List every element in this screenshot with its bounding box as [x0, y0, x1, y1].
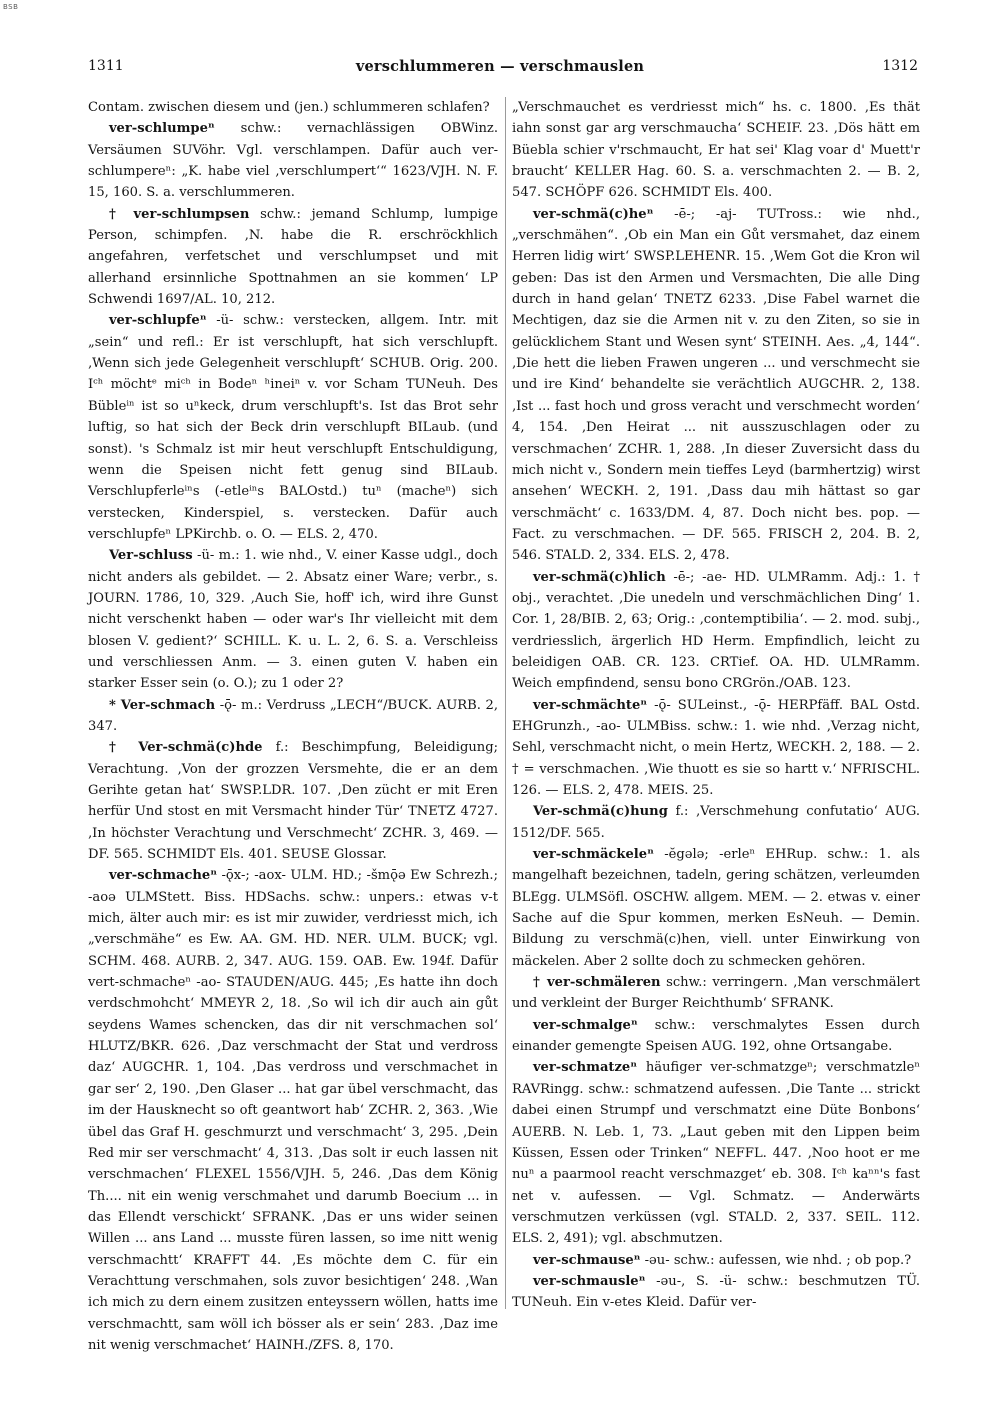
dictionary-entry — [512, 97, 920, 204]
entry-text: -ü- m.: 1. wie nhd., V. einer Kasse udgl., doch nicht anders als gebildet. — 2. Absatz einer Ware; verbr., s. JOURN. 1786, 10, 329. ‚Auch Sie, hoff' ich, wird ihre Gunst nicht verschenkt haben — oder war's Ihr vielleicht mit dem blosen V. gedient?‘ SCHILL. K. u. L. 2, 6. S. a. Verschleiss und verschliessen Anm. — 3. einen guten V. haben ein starker Esser sein (o. O.); zu 1 oder 2? — [88, 548, 498, 692]
entry-text: -ǭ- m.: Verdruss „LECH“/BUCK. AURB. 2, 347. — [88, 697, 498, 734]
entry-text: schw.: verschmalytes Essen durch einander gemengte Speisen AUG. 192, ohne Ortsangabe. — [512, 1017, 920, 1055]
dictionary-entry — [512, 567, 920, 695]
entry-text: -ē-; -ae- HD. ULMRamm. Adj.: 1. † obj., verachtet. ‚Die unedeln und verschmächlichen Ding‘ 1. Cor. 1, 28/BIB. 2, 63; Orig.: ‚contemptibilia‘. — 2. mod. subj., verdriesslich, ärgerlich HD Herm. Empfindlich, leicht zu beleidigen OAB. CR. 123. CRTief. OA. HD. ULMRamm. Weich empfindend, sensu bono CRGrön./OAB. 123. — [512, 569, 920, 692]
page-number-left: 1311 — [88, 58, 124, 74]
entry-headword: ver-schmausleⁿ — [532, 1273, 646, 1289]
entry-text: schw.: verringern. ‚Man verschmälert und verkleint der Burger Reichthumb‘ SFRANK. — [512, 975, 920, 1012]
entry-headword: ver-schlupfeⁿ — [108, 313, 207, 329]
dictionary-entry — [512, 844, 920, 972]
entry-text: -ü- schw.: verstecken, allgem. Intr. mit „sein“ und refl.: Er ist verschlupft, hat sich verschlupft. ‚Wenn sich jede Gelegenheit verschlupft‘ SCHUB. Orig. 200. Iᶜʰ möchtᵉ miᶜʰ in Bodeⁿ ʰineiⁿ v. vor Scham TUNeuh. Des Bübleⁱⁿ ist so uⁿkeck, drum verschlupft's. Ist das Brot sehr luftig, so hat sich der Beck drin verschlupft BILaub. (und sonst). 's Schmalz ist mir heut verschlupft Entschuldigung, wenn die Speisen nicht fett genug sind BILaub. Verschlupferleⁱⁿs (-etleⁱⁿs BALOstd.) tuⁿ (macheⁿ) sich verstecken, Kinderspiel, s. verstecken. Dafür auch verschlupfeⁿ LPKirchb. o. O. — ELS. 2, 470. — [88, 313, 498, 542]
entry-headword: ver-schmalgeⁿ — [532, 1017, 638, 1033]
entry-headword: ver-schmatzeⁿ — [532, 1060, 638, 1076]
dictionary-entry — [88, 737, 498, 865]
dictionary-entry — [88, 695, 498, 738]
entry-headword: Ver-schmä(c)hung — [532, 804, 668, 820]
dictionary-entry — [88, 310, 498, 545]
running-title: verschlummeren — verschmauslen — [355, 58, 645, 75]
dictionary-entry — [88, 97, 498, 118]
entry-text: häufiger ver-schmatzgeⁿ; verschmatzleⁿ RAVRingg. schw.: schmatzend aufessen. ‚Die Tante ... strickt dabei einen Strumpf und verschmatzt eine Düte Bonbons‘ AUERB. N. Leb. 1, 73. „Laut geben mit den Lippen beim Küssen, Essen oder Trinken“ NEFFL. 447. ‚Noo hoot er me nuⁿ a paarmool reacht verschmazget‘ eb. 308. Iᶜʰ kaⁿⁿ's fast net v. aufessen. — Vgl. Schmatz. — Anderwärts verschmutzen verküssen (vgl. STALD. 2, 337. SEIL. 112. ELS. 2, 491); vgl. abschmutzen. — [512, 1060, 920, 1247]
dictionary-entry — [88, 545, 498, 694]
entry-text: schw.: jemand Schlump, lumpige Person, schimpfen. ‚N. habe die R. erschröckhlich angefahren, verfetschet und verschlumpset und mit allerhand ersinnliche Spottnahmen an sie kommen‘ LP Schwendi 1697/AL. 10, 212. — [88, 206, 498, 308]
entry-headword: ver-schmauseⁿ — [532, 1252, 641, 1268]
entry-text: Contam. zwischen diesem und (jen.) schlummeren schlafen? — [88, 100, 490, 115]
dictionary-entry — [512, 1250, 920, 1271]
entry-text: -əu-, S. -ü- schw.: beschmutzen TÜ. TUNeuh. Ein v-etes Kleid. Dafür ver- — [512, 1273, 920, 1311]
entry-headword: ver-schmächteⁿ — [532, 697, 648, 713]
dictionary-entry — [88, 118, 498, 203]
page-number-right: 1312 — [882, 58, 918, 74]
library-stamp: BSB — [3, 3, 19, 11]
entry-headword: † Ver-schmä(c)hde — [108, 740, 263, 756]
entry-text: -ǭ- SULeinst., -ǭ- HERPfäff. BAL Ostd. EHGrunzh., -ao- ULMBiss. schw.: 1. wie nhd. ‚Verzag nicht, Sehl, verschmacht nicht, o mein Hertz, WECKH. 2, 188. — 2. † = verschmachen. ‚Wie thuott es sie so hartt v.‘ NFRISCHL. 126. — ELS. 2, 478. MEIS. 25. — [512, 697, 920, 798]
entry-headword: ver-schmacheⁿ — [108, 868, 218, 884]
entry-text: -ĕgələ; -erleⁿ EHRup. schw.: 1. als mangelhaft bezeichnen, tadeln, gering schätzen, verleumden BLEgg. ULMSöfl. OSCHW. allgem. MEM. — 2. etwas v. einer Sache auf die Spur kommen, merken EsNeuh. — Demin. Bildung zu verschmä(c)hen, viell. unter Einwirkung von mäckelen. Aber 2 sollte doch zu schmecken gehören. — [512, 847, 920, 969]
dictionary-entry — [512, 695, 920, 802]
dictionary-entry — [512, 1271, 920, 1314]
column-divider — [505, 97, 506, 1309]
dictionary-entry — [512, 1015, 920, 1058]
entry-headword: Ver-schluss — [108, 548, 193, 564]
dictionary-entry — [512, 801, 920, 844]
page-header — [0, 52, 1000, 88]
entry-text: schw.: vernachlässigen OBWinz. Versäumen SUVöhr. Vgl. verschlampen. Dafür auch ver-schlumpereⁿ: „K. habe viel ‚verschlumpert‘“ 1623/VJH. N. F. 15, 160. S. a. verschlummeren. — [88, 121, 498, 201]
dictionary-entry — [512, 972, 920, 1015]
left-column — [88, 97, 498, 1353]
entry-headword: * Ver-schmach — [108, 697, 216, 713]
entry-headword: † ver-schlumpsen — [108, 206, 250, 222]
dictionary-entry — [512, 1057, 920, 1249]
dictionary-entry — [88, 204, 498, 311]
entry-headword: † ver-schmäleren — [532, 975, 661, 991]
right-column — [512, 97, 920, 1309]
entry-text: f.: ‚Verschmehung confutatio‘ AUG. 1512/DF. 565. — [512, 804, 920, 841]
entry-text: „Verschmauchet es verdriesst mich“ hs. c. 1800. ‚Es thät iahn sonst gar arg verschmaucha‘ SCHEIF. 23. ‚Dös hätt em Büebla schier v'rschmaucht, Er hat sei' Klag voar d' Muett'r braucht‘ KELLER Hag. 60. S. a. verschmachten 2. — B. 2, 547. SCHÖPF 626. SCHMIDT Els. 400. — [512, 100, 920, 201]
entry-headword: ver-schmä(c)heⁿ — [532, 206, 654, 222]
entry-text: f.: Beschimpfung, Beleidigung; Verachtung. ‚Von der grozzen Versmehte, die er an dem Gerihte getan hat‘ SWSP.LDR. 107. ‚Den zücht er mit Eren herfür Und stost en mit Versmacht hinder Tür‘ TNETZ 4727. ‚In höchster Verachtung und Verschmecht‘ ZCHR. 3, 469. — DF. 565. SCHMIDT Els. 401. SEUSE Glossar. — [88, 740, 498, 863]
entry-headword: ver-schmäckeleⁿ — [532, 847, 654, 863]
dictionary-entry — [88, 865, 498, 1356]
entry-headword: ver-schmä(c)hlich — [532, 569, 666, 585]
entry-headword: ver-schlumpeⁿ — [108, 121, 215, 137]
entry-text: -əu- schw.: aufessen, wie nhd. ; ob pop.? — [644, 1252, 912, 1268]
entry-text: -ǭx-; -aox- ULM. HD.; -šmǭə Ew Schrezh.; -aoə ULMStett. Biss. HDSachs. schw.: unpers.: etwas v-t mich, älter auch mir: es ist mir zuwider, verdriesst mich, ich „verschmähe“ es Ew. AA. GM. HD. NER. ULM. BUCK; vgl. SCHM. 468. AURB. 2, 347. AUG. 159. OAB. Ew. 194f. Dafür vert-schmacheⁿ -ao- STAUDEN/AUG. 445; ‚Es hatte ihn doch verdschmohcht‘ MMEYR 2, 18. ‚So wil ich dir auch ain gůt seydens Wames schencken, das dir nit verschmachen sol‘ HLUTZ/BKR. 626. ‚Daz verschmacht der Stat und verdross daz‘ AUGCHR. 1, 104. ‚Das verdross und verschmachet in gar ser‘ 2, 190. ‚Den Glaser ... hat gar übel verschmacht, das im der Hausknecht so oft geantwort hab‘ ZCHR. 2, 363. ‚Wie übel das Graf H. geschmurzt und verschmacht‘ 3, 295. ‚Dein Red mir ser verschmacht‘ 4, 313. ‚Das solt ir euch lassen nit verschmachen‘ FLEXEL 1556/VJH. 5, 246. ‚Das dem König Th.... nit ein wenig verschmahet und darumb Boecium ... in das Ellendt verschickt‘ SFRANK. ‚Das er uns wider seinen Willen ... ans Land ... musste füren lassen, so ime nitt wenig verschmachtt‘ KRAFFT 44. ‚Es möchte dem C. für ein Verachttung verschmahen, sols zuvor besichtigen‘ 248. ‚Wan ich mich zu dern einem zusitzen enteyssern wöllen, hatts ime verschmachtt, sam wöll ich bösser als er sein‘ 283. ‚Daz ime nit wenig verschmachet‘ HAINH./ZFS. 8, 170. — [88, 868, 498, 1353]
dictionary-entry — [512, 204, 920, 567]
entry-text: -ē-; -aj- TUTross.: wie nhd., „verschmähen“. ‚Ob ein Man ein Gůt versmahet, daz einem Herren lidig wirt‘ SWSP.LEHENR. 15. ‚Wem Got die Kron wil geben: Das ist den Armen und Versmachten, Die alle Ding durch in hand gelan‘ TNETZ 6233. ‚Dise Fabel warnet die Mechtigen, daz sie die Armen nit v. zu den Ziten, so sie in gelücklichem Stant und Wesen synt‘ STEINH. Aes. „4, 144“. ‚Die hett die lieben Frawen ungeren ... und verschmecht sie und ire Kind‘ behandelte sie verächtlich AUGCHR. 2, 138. ‚Ist ... fast hoch und gross veracht und verschmecht worden‘ 4, 154. ‚Den Heirat ... nit ausszuschlagen oder zu verschmachen‘ ZCHR. 1, 288. ‚In dieser Zuversicht dass du mich nicht v., Sondern mein tieffes Leyd (barmhertzig) wirst ansehen‘ WECKH. 2, 191. ‚Dass dau mih hättast so gar verschmächt‘ c. 1633/DM. 4, 87. Doch nicht bes. pop. — Fact. zu verschmachen. — DF. 565. FRISCH 2, 204. B. 2, 546. STALD. 2, 334. ELS. 2, 478. — [512, 206, 920, 564]
